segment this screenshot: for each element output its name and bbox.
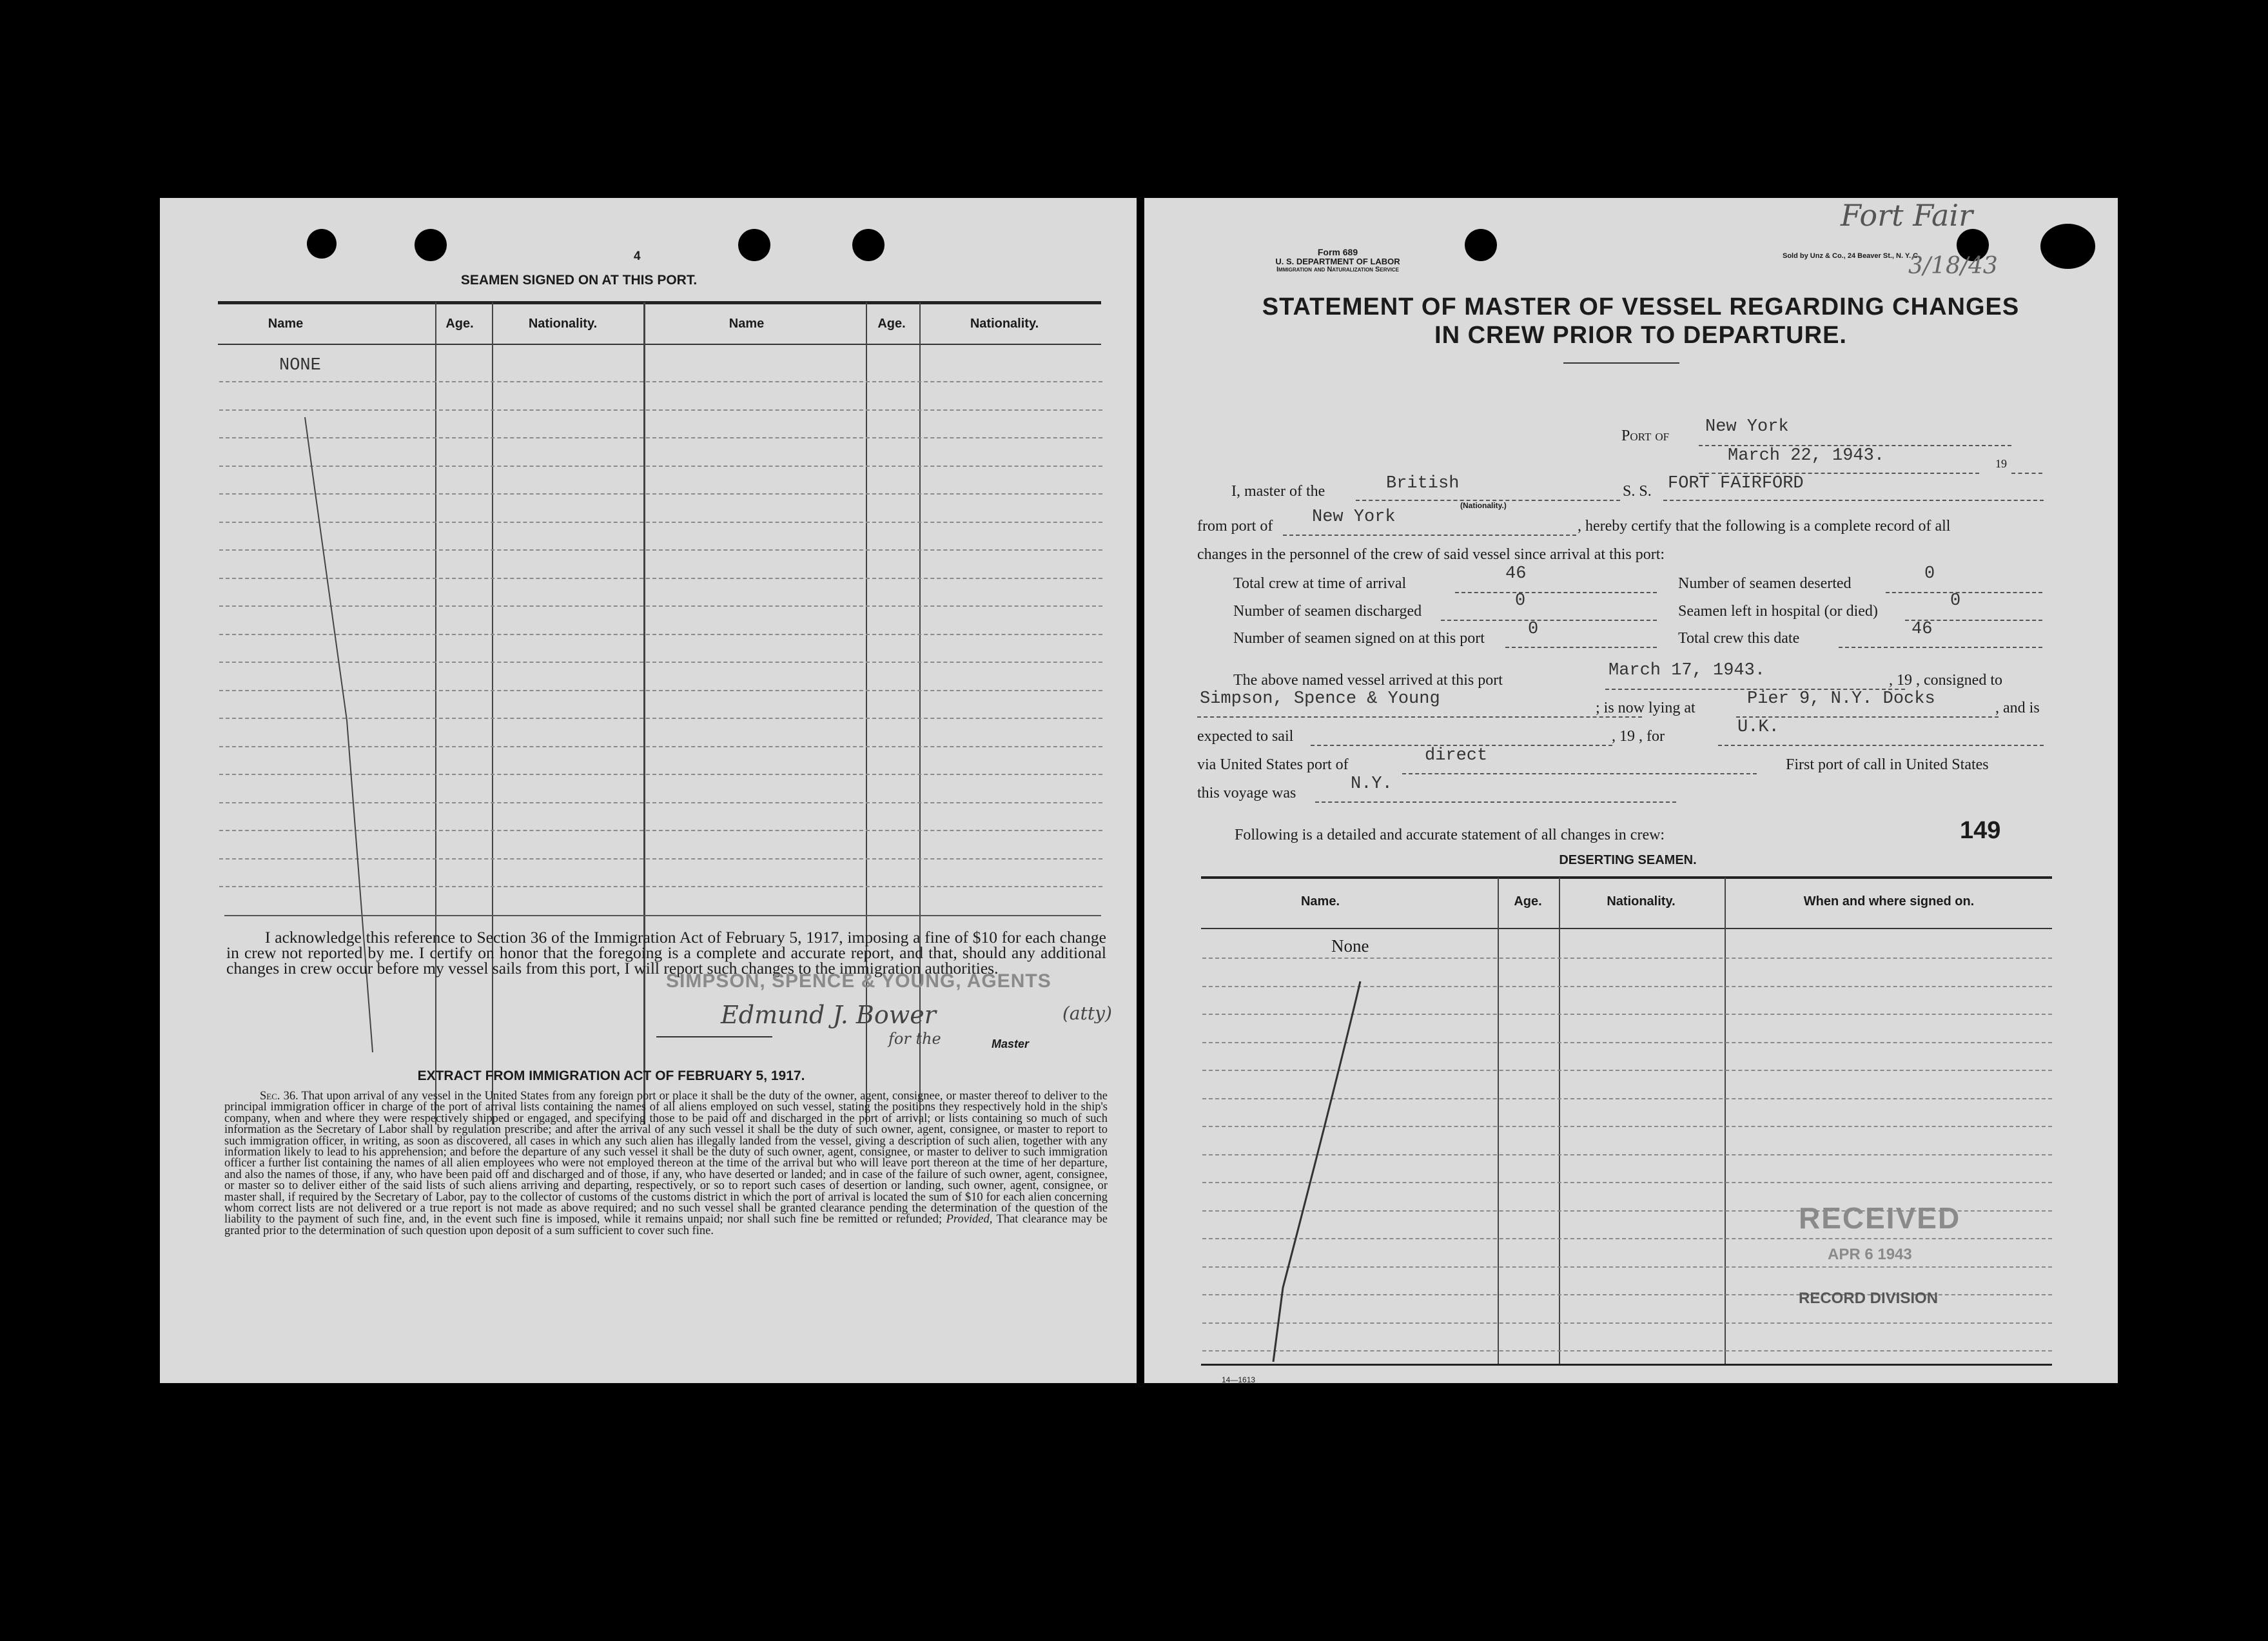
via-value: direct <box>1425 746 1488 765</box>
ss-label: S. S. <box>1623 483 1652 500</box>
received-date: APR 6 1943 <box>1828 1246 1912 1263</box>
col-header-name-1: Name <box>268 317 304 331</box>
col-header-name-2: Name <box>728 317 765 331</box>
from-port-value: New York <box>1312 507 1396 527</box>
total-crew-arrival-label: Total crew at time of arrival <box>1233 575 1407 592</box>
date-suffix: 19 <box>1995 457 2007 470</box>
vessel-line <box>1663 500 2044 501</box>
deserting-title: DESERTING SEAMEN. <box>1559 853 1697 867</box>
port-label: Port of <box>1621 427 1670 444</box>
punch-hole <box>415 229 447 261</box>
signed-on-label: Number of seamen signed on at this port <box>1233 630 1485 647</box>
deserting-table-top-rule <box>1201 876 2052 879</box>
col-header-age-1: Age. <box>445 317 474 331</box>
via-line <box>1402 773 1757 774</box>
strike-line <box>1270 978 1367 1365</box>
consignee-value: Simpson, Spence & Young <box>1200 689 1440 709</box>
total-crew-date-label: Total crew this date <box>1678 630 1800 647</box>
punch-hole <box>1465 229 1497 261</box>
expected-19: , 19 , for <box>1612 728 1665 745</box>
deserted-value: 0 <box>1924 564 1935 584</box>
consigned-label: , 19 , consigned to <box>1889 672 2002 689</box>
certify-text: , hereby certify that the following is a complete record of all <box>1578 518 1951 535</box>
printer: Sold by Unz & Co., 24 Beaver St., N. Y. C. <box>1783 252 1921 260</box>
expected-label: expected to sail <box>1197 728 1294 745</box>
row-rule <box>1202 958 2052 959</box>
and-is: , and is <box>1995 700 2040 716</box>
hospital-value: 0 <box>1950 591 1961 611</box>
record-division: RECORD DIVISION <box>1799 1290 1939 1307</box>
date-value: March 22, 1943. <box>1728 446 1885 466</box>
for-the: for the <box>888 1030 941 1048</box>
arrived-value: March 17, 1943. <box>1608 661 1766 680</box>
from-port-label: from port of <box>1197 518 1273 535</box>
left-page <box>160 198 1137 1383</box>
arrived-label: The above named vessel arrived at this port <box>1233 672 1503 689</box>
deserting-col-when: When and where signed on. <box>1803 894 1975 909</box>
column-divider <box>1498 878 1499 1364</box>
acknowledgment-text: I acknowledge this reference to Section 36 of the Immigration Act of February 5, 1917, imposing a fine of $10 for each change in crew not reported by me. I certify on honor that the foregoing is a complete and accurate report, and that, should any additional changes in crew occur before my vessel sails from this port, I will report such changes to the immigration authorities. <box>226 928 1106 978</box>
deserting-col-nationality: Nationality. <box>1607 894 1676 909</box>
handwritten-date: 3/18/43 <box>1908 253 1998 279</box>
total-crew-arrival-value: 46 <box>1505 564 1527 584</box>
discharged-value: 0 <box>1515 591 1526 611</box>
lying-label: ; is now lying at <box>1596 700 1696 716</box>
port-value: New York <box>1705 417 1789 437</box>
via-label: via United States port of <box>1197 756 1349 773</box>
section-title: SEAMEN SIGNED ON AT THIS PORT. <box>460 273 698 288</box>
hospital-label: Seamen left in hospital (or died) <box>1678 603 1878 620</box>
signature-rule <box>656 1036 772 1037</box>
punch-hole <box>2040 224 2095 269</box>
for-line <box>1718 745 2044 746</box>
agents-stamp: SIMPSON, SPENCE & YOUNG, AGENTS <box>666 970 1051 992</box>
punch-hole <box>307 229 337 259</box>
deserting-entry-none: None <box>1331 936 1369 956</box>
deserting-header-rule <box>1201 928 2052 929</box>
column-divider <box>643 302 645 1125</box>
column-divider <box>1559 878 1560 1364</box>
form-title-line1: STATEMENT OF MASTER OF VESSEL REGARDING CHANGES <box>1262 293 2020 320</box>
column-divider <box>435 302 436 1125</box>
page-number: 4 <box>634 250 641 263</box>
form-title-line2: IN CREW PRIOR TO DEPARTURE. <box>1434 322 1847 349</box>
col-header-nationality-2: Nationality. <box>970 317 1039 331</box>
signature-note: (atty) <box>1062 1003 1112 1024</box>
vessel-value: FORT FAIRFORD <box>1668 474 1804 493</box>
form-number: Form 689 <box>1317 247 1358 257</box>
master-label: Master <box>992 1037 1030 1050</box>
handwritten-corner: Fort Fair <box>1841 198 1973 233</box>
right-page <box>1144 198 2118 1383</box>
extract-proviso: That clearance may be granted prior to the determination of such question upon deposit of a sum sufficient to cover such fine. <box>224 1213 1108 1237</box>
signed-on-value: 0 <box>1528 620 1539 639</box>
deserted-line <box>1886 592 2042 593</box>
extract-title: EXTRACT FROM IMMIGRATION ACT OF FEBRUARY 5, 1917. <box>417 1068 805 1083</box>
row-rule <box>219 381 1102 382</box>
nationality-value: British <box>1386 474 1460 493</box>
deserting-col-name: Name. <box>1300 894 1340 909</box>
total-crew-date-line <box>1839 647 2042 648</box>
punch-hole <box>852 229 885 261</box>
signature: Edmund J. Bower <box>721 1001 936 1029</box>
voyage-value: N.Y. <box>1351 774 1393 794</box>
title-rule <box>1563 362 1679 364</box>
following-text: Following is a detailed and accurate statement of all changes in crew: <box>1235 827 1665 843</box>
signed-on-line <box>1505 647 1657 648</box>
column-divider <box>1725 878 1726 1364</box>
footer-code: 14—1613 <box>1222 1375 1256 1384</box>
nationality-caption: (Nationality.) <box>1460 501 1507 510</box>
total-crew-date-value: 46 <box>1911 620 1933 639</box>
extract-body <box>224 1091 1108 1237</box>
from-port-line <box>1283 535 1576 536</box>
table-bottom-rule <box>224 915 1101 916</box>
col-header-nationality-1: Nationality. <box>528 317 598 331</box>
date-suffix-line <box>2011 473 2042 474</box>
consignee-line <box>1197 716 1642 718</box>
extract-proviso-label: Provided, <box>946 1213 993 1226</box>
changes-text: changes in the personnel of the crew of said vessel since arrival at this port: <box>1197 546 1665 563</box>
master-of-label: I, master of the <box>1231 483 1325 500</box>
col-header-age-2: Age. <box>877 317 906 331</box>
received-stamp: RECEIVED <box>1799 1201 1961 1235</box>
total-crew-arrival-line <box>1455 592 1657 593</box>
header-rule <box>218 344 1101 345</box>
discharged-label: Number of seamen discharged <box>1233 603 1422 620</box>
record-number: 149 <box>1960 817 2001 844</box>
extract-text: That upon arrival of any vessel in the United States from any foreign port or place it shall be the duty of the owner, agent, consignee, or master thereof to deliver to the principal immigration officer in charge of the port of arrival lists containing the names of all aliens employed on such vessel, stating the positions they respectively hold in the ship's company, when and where they were respectively shipped or engaged, and specifying those to be paid off and discharged in the port of arrival; or lists containing so much of such information as the Secretary of Labor shall by regulation prescribe; and after the arrival of any such vessel it shall be the duty of such owner, agent, consignee, or master to report to such immigration officer, in writing, as soon as discovered, all cases in which any such alien has illegally landed from the vessel, giving a description of such alien, together with any information likely to lead to his apprehension; and before the departure of any such vessel it shall be the duty of such owner, agent, consignee, or master to deliver to such immigration officer a further list containing the names of all alien employees who were not employed thereon at the time of the arrival but who will leave port thereon at the time of her departure, and also the names of those, if any, who have been paid off and discharged and of those, if any, who have deserted or landed; and in case of the failure of such owner, agent, consignee, or master so to deliver either of the said lists of such aliens arriving and departing, respectively, or so to report such cases of desertion or landing, such owner, agent, consignee, or master shall, if required by the Secretary of Labor, pay to the collector of customs of the customs district in which the port of arrival is located the sum of $10 for each alien concerning whom correct lists are not delivered or a true report is not made as above required; and no such vessel shall be granted clearance pending the determination of the question of the liability to the payment of such fine, and, in the event such fine is imposed, while it remains unpaid; nor shall such fine be remitted or refunded; <box>224 1090 1108 1226</box>
lying-value: Pier 9, N.Y. Docks <box>1747 689 1935 709</box>
deserted-label: Number of seamen deserted <box>1678 575 1852 592</box>
discharged-line <box>1441 620 1657 621</box>
deserting-col-age: Age. <box>1514 894 1542 909</box>
first-port-label: First port of call in United States <box>1786 756 1989 773</box>
voyage-label: this voyage was <box>1197 785 1296 801</box>
extract-lead: Sec. 36. <box>260 1090 298 1103</box>
for-value: U.K. <box>1737 718 1779 737</box>
column-divider <box>492 302 493 1125</box>
table-top-rule <box>218 301 1101 304</box>
entry-none: NONE <box>279 356 321 375</box>
department: U. S. DEPARTMENT OF LABOR <box>1275 257 1400 266</box>
voyage-line <box>1315 801 1676 803</box>
service: Immigration and Naturalization Service <box>1276 266 1399 273</box>
punch-hole <box>738 229 770 261</box>
